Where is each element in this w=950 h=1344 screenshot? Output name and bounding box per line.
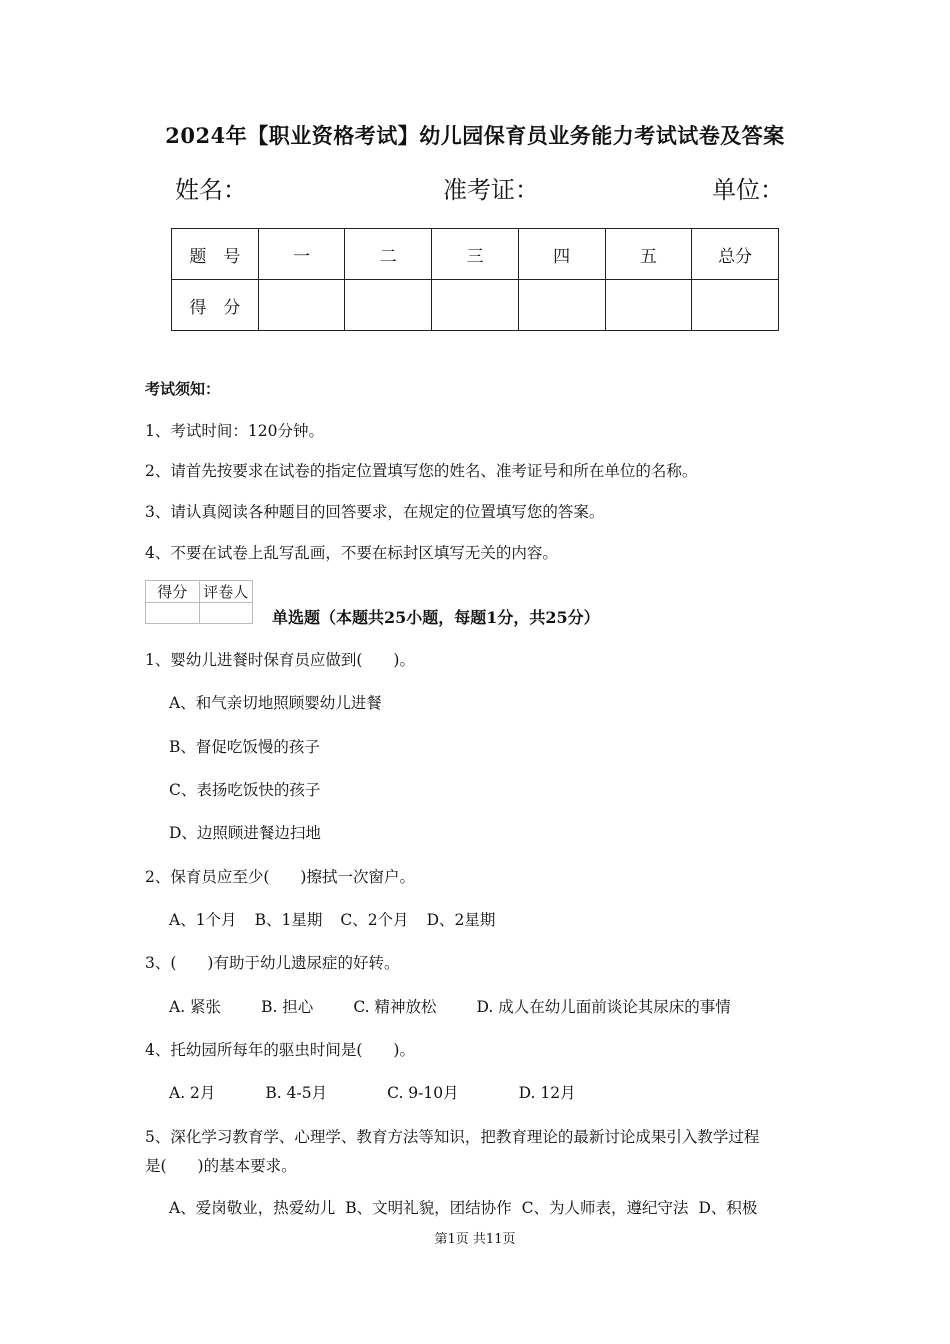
score-table-header-row <box>172 229 779 280</box>
score-cell[interactable] <box>258 280 345 331</box>
question-stem: 4、托幼园所每年的驱虫时间是( )。 <box>145 1041 415 1059</box>
question-option: B、文明礼貌，团结协作 <box>345 1199 512 1217</box>
section-heading: 单选题（本题共25小题，每题1分，共25分） <box>272 608 600 627</box>
header-cell-1: 一 <box>258 229 345 280</box>
question-options-row <box>169 995 731 1017</box>
header-cell-5: 五 <box>605 229 692 280</box>
notice-item: 2、请首先按要求在试卷的指定位置填写您的姓名、准考证号和所在单位的名称。 <box>145 462 698 480</box>
question-option: A. 2月 <box>169 1084 216 1102</box>
page-title: 2024年【职业资格考试】幼儿园保育员业务能力考试试卷及答案 <box>165 123 785 148</box>
unit-label: 单位： <box>712 176 784 204</box>
score-table-score-row <box>172 280 779 331</box>
question-stem: 5、深化学习教育学、心理学、教育方法等知识，把教育理论的最新讨论成果引入教学过程 <box>145 1128 760 1146</box>
grader-box-grader-label: 评卷人 <box>199 581 253 603</box>
question-option: B、1星期 <box>254 911 323 929</box>
header-cell-question-no: 题 号 <box>172 229 259 280</box>
grader-box-score-cell[interactable] <box>146 603 200 624</box>
question-option: A、和气亲切地照顾婴幼儿进餐 <box>169 694 382 712</box>
question-option: C. 9-10月 <box>387 1084 459 1102</box>
question-option: D. 12月 <box>518 1084 576 1102</box>
question-option: B. 4-5月 <box>265 1084 328 1102</box>
header-cell-4: 四 <box>518 229 605 280</box>
score-row-label: 得 分 <box>172 280 259 331</box>
score-cell[interactable] <box>605 280 692 331</box>
notice-item: 4、不要在试卷上乱写乱画，不要在标封区填写无关的内容。 <box>145 544 558 562</box>
question-options-row <box>169 908 495 930</box>
question-options-row <box>169 1196 757 1218</box>
question-option: B. 担心 <box>261 998 314 1016</box>
score-cell[interactable] <box>692 280 779 331</box>
notice-item: 3、请认真阅读各种题目的回答要求，在规定的位置填写您的答案。 <box>145 503 605 521</box>
score-cell[interactable] <box>518 280 605 331</box>
grader-box <box>145 580 253 624</box>
notice-heading: 考试须知： <box>145 380 221 398</box>
grader-box-score-label: 得分 <box>146 581 200 603</box>
question-option: B、督促吃饭慢的孩子 <box>169 738 320 756</box>
header-cell-3: 三 <box>432 229 519 280</box>
header-cell-total: 总分 <box>692 229 779 280</box>
question-option: A、爱岗敬业，热爱幼儿 <box>169 1199 336 1217</box>
question-stem: 2、保育员应至少( )擦拭一次窗户。 <box>145 868 415 886</box>
question-option: D、2星期 <box>426 911 496 929</box>
question-option: A、1个月 <box>169 911 237 929</box>
question-stem: 1、婴幼儿进餐时保育员应做到( )。 <box>145 651 415 669</box>
question-option: D. 成人在幼儿面前谈论其尿床的事情 <box>476 998 731 1016</box>
question-option: C、2个月 <box>340 911 409 929</box>
header-cell-2: 二 <box>345 229 432 280</box>
score-cell[interactable] <box>432 280 519 331</box>
score-table <box>171 228 779 331</box>
question-options-row <box>169 1081 576 1103</box>
question-option: D、积极 <box>698 1199 758 1217</box>
grader-box-grader-cell[interactable] <box>199 603 253 624</box>
question-option: D、边照顾进餐边扫地 <box>169 824 321 842</box>
question-stem: 3、( )有助于幼儿遗尿症的好转。 <box>145 954 400 972</box>
page-footer: 第1页 共11页 <box>434 1232 516 1247</box>
question-option: A. 紧张 <box>169 998 222 1016</box>
exam-id-label: 准考证： <box>443 176 539 204</box>
question-stem-continued: 是( )的基本要求。 <box>145 1157 297 1175</box>
question-option: C、为人师表，遵纪守法 <box>521 1199 689 1217</box>
question-option: C、表扬吃饭快的孩子 <box>169 781 321 799</box>
notice-item: 1、考试时间：120分钟。 <box>145 422 324 440</box>
score-cell[interactable] <box>345 280 432 331</box>
name-label: 姓名： <box>175 176 247 204</box>
question-option: C. 精神放松 <box>353 998 437 1016</box>
